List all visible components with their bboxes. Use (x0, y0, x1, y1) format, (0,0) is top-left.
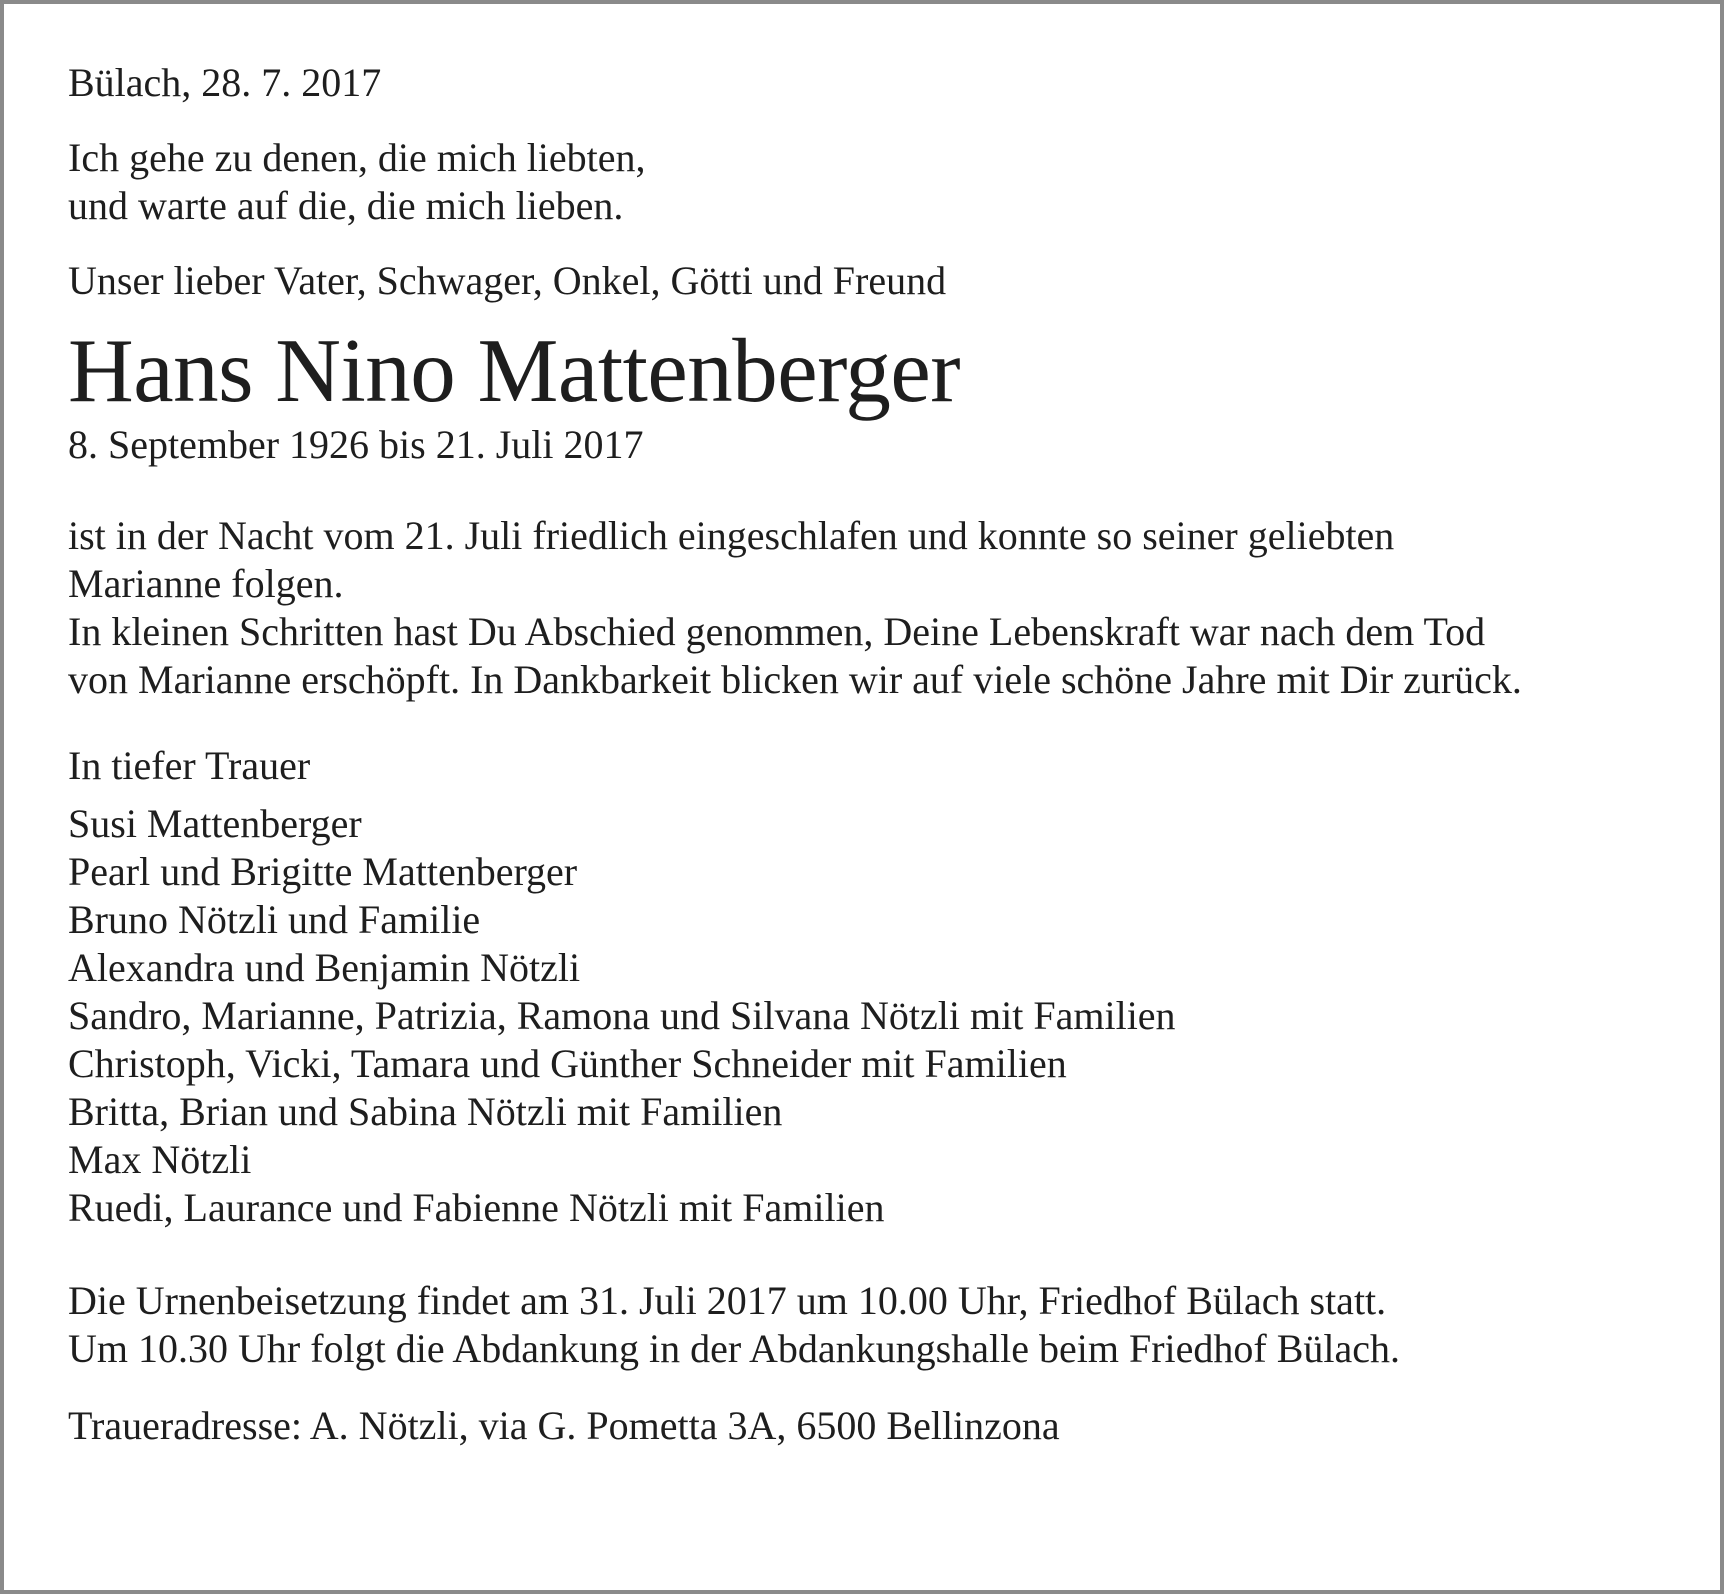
mourner-entry: Ruedi, Laurance und Fabienne Nötzli mit Familien (68, 1185, 885, 1230)
deceased-name: Hans Nino Mattenberger (68, 320, 961, 421)
body-line: ist in der Nacht vom 21. Juli friedlich eingeschlafen und konnte so seiner geliebten (68, 513, 1395, 558)
mourner-entry: Alexandra und Benjamin Nötzli (68, 945, 581, 990)
mourner-entry: Sandro, Marianne, Patrizia, Ramona und Silvana Nötzli mit Familien (68, 993, 1176, 1038)
mourner-entry: Bruno Nötzli und Familie (68, 897, 481, 942)
relation-line: Unser lieber Vater, Schwager, Onkel, Götti und Freund (68, 258, 947, 303)
funeral-info-line: Die Urnenbeisetzung findet am 31. Juli 2017 um 10.00 Uhr, Friedhof Bülach statt. (68, 1278, 1387, 1323)
mourning-address: Traueradresse: A. Nötzli, via G. Pometta 3A, 6500 Bellinzona (68, 1403, 1060, 1448)
funeral-info (68, 1277, 1668, 1373)
quote-line: Ich gehe zu denen, die mich liebten, (68, 135, 646, 180)
mourner-entry: Susi Mattenberger (68, 801, 362, 846)
place-date: Bülach, 28. 7. 2017 (68, 60, 382, 105)
body-line: Marianne folgen. (68, 561, 344, 606)
life-dates: 8. September 1926 bis 21. Juli 2017 (68, 422, 644, 467)
funeral-info-line: Um 10.30 Uhr folgt die Abdankung in der Abdankungshalle beim Friedhof Bülach. (68, 1326, 1401, 1371)
mourner-entry: Pearl und Brigitte Mattenberger (68, 849, 578, 894)
mourner-entry: Britta, Brian und Sabina Nötzli mit Familien (68, 1089, 783, 1134)
quote (68, 134, 1668, 230)
body-text (68, 512, 1668, 704)
quote-line: und warte auf die, die mich lieben. (68, 183, 624, 228)
mourner-entry: Max Nötzli (68, 1137, 252, 1182)
body-line: von Marianne erschöpft. In Dankbarkeit blicken wir auf viele schöne Jahre mit Dir zurück. (68, 657, 1522, 702)
mourning-heading: In tiefer Trauer (68, 743, 311, 788)
body-line: In kleinen Schritten hast Du Abschied genommen, Deine Lebenskraft war nach dem Tod (68, 609, 1486, 654)
mourner-entry: Christoph, Vicki, Tamara und Günther Schneider mit Familien (68, 1041, 1067, 1086)
obituary-content (68, 59, 1668, 1450)
mourners-list (68, 800, 1668, 1232)
